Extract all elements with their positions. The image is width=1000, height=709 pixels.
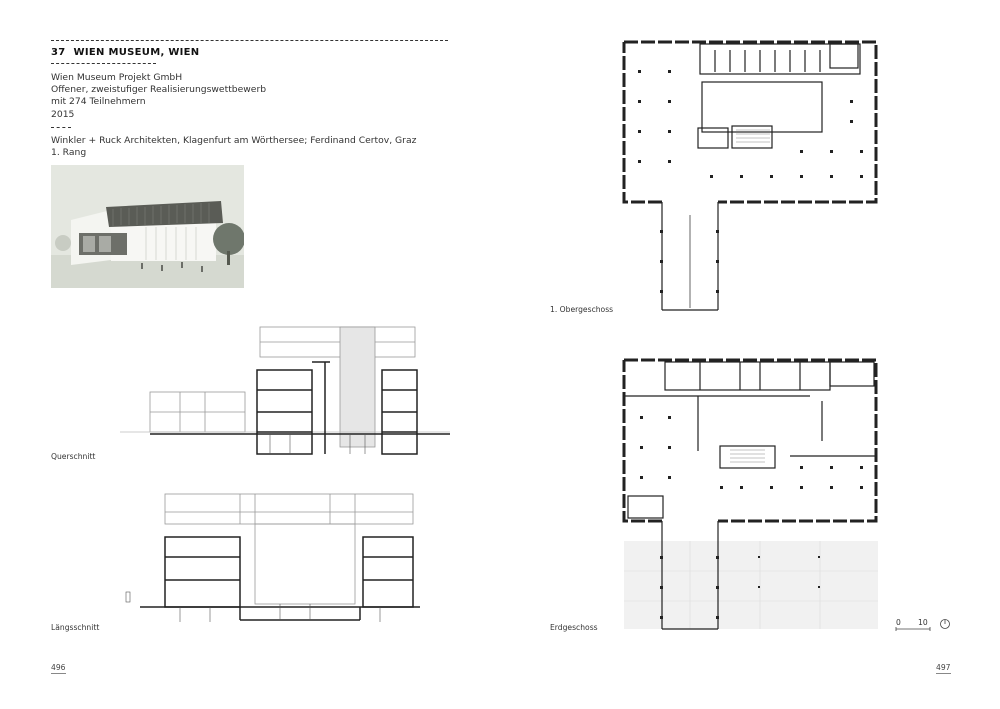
scale-bar (896, 627, 936, 635)
project-number: 37 (51, 47, 66, 58)
ground-floor-plan (620, 356, 882, 631)
page-number-right: 497 (936, 663, 951, 672)
upper-floor-plan (620, 40, 880, 315)
rank: 1. Rang (51, 147, 87, 159)
info-rule (51, 127, 71, 128)
scale-end-label: 10 (918, 618, 928, 627)
competition-info (51, 72, 266, 121)
client: Wien Museum Projekt GmbH (51, 72, 183, 83)
museum-rendering-image (51, 165, 244, 288)
caption-longitudinal-section: Längsschnitt (51, 623, 100, 632)
caption-upper-floor: 1. Obergeschoss (550, 305, 614, 314)
scale-start-label: 0 (896, 618, 901, 627)
cross-section-drawing (120, 322, 450, 457)
project-heading (51, 47, 199, 58)
project-title: WIEN MUSEUM, WIEN (73, 47, 200, 58)
year: 2015 (51, 108, 75, 120)
caption-ground-floor: Erdgeschoss (550, 623, 598, 632)
longitudinal-section-drawing (120, 492, 450, 627)
caption-cross-section: Querschnitt (51, 452, 96, 461)
participants: mit 274 Teilnehmern (51, 96, 146, 108)
result-info (51, 135, 416, 159)
header-rule-top (51, 40, 448, 41)
north-arrow-icon (939, 618, 951, 630)
page-number-left: 496 (51, 663, 66, 672)
competition-type: Offener, zweistufiger Realisierungswettbewerb (51, 84, 267, 96)
architects: Winkler + Ruck Architekten, Klagenfurt am Wörthersee; Ferdinand Certov, Graz (51, 135, 417, 146)
header-rule-bottom (51, 63, 156, 64)
